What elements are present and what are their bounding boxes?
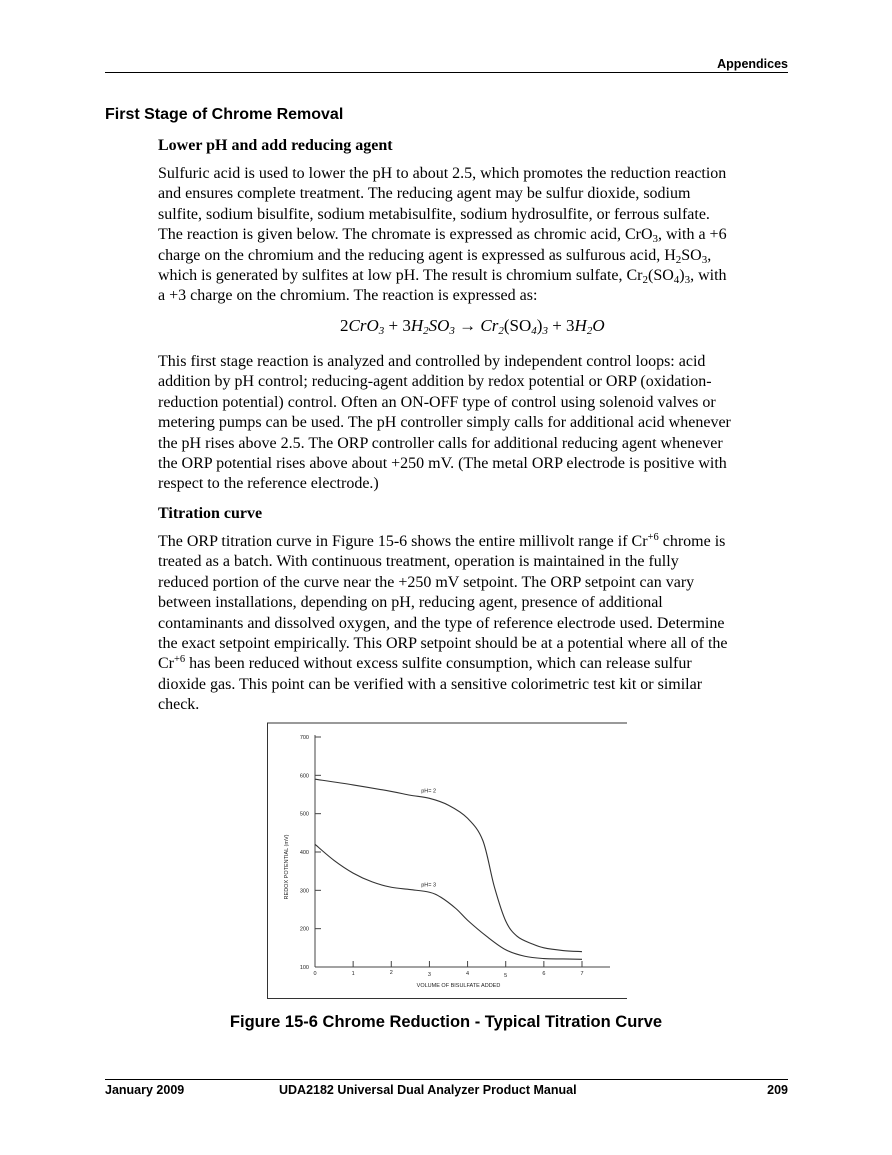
text-line: reduction potential) control. Often an ON-OFF type of control using solenoid valves or [158,393,716,411]
x-axis-title: VOLUME OF BISULFATE ADDED [416,983,501,989]
subscript: 2 [675,253,682,266]
superscript: +6 [174,654,186,666]
y-tick-label: 300 [299,888,309,895]
subscript: 3 [701,253,708,266]
footer-date: January 2009 [105,1083,185,1097]
subscript: 3 [652,233,658,246]
text-line: contaminants and dissolved oxygen, and the type of reference electrode used. Determine [158,614,725,632]
text-line: addition by pH control; reducing-agent addition by redox potential or ORP (oxidation- [158,373,712,391]
paragraph-control-loops [158,352,790,495]
header-divider [105,72,788,73]
series-line-ph-2 [315,779,582,952]
text-line [158,246,790,266]
eq-term: (SO [503,316,532,335]
eq-term: 2 [340,316,349,335]
text-run: , with a +6 [658,226,727,244]
eq-term: O [592,316,605,335]
eq-subscript: 3 [449,325,455,337]
text-line [158,532,790,552]
y-tick-label: 700 [299,735,309,741]
x-tick-label: 2 [389,970,393,976]
text-run: , with [690,267,727,285]
eq-subscript: 2 [586,325,593,337]
chemical-equation [340,316,605,336]
eq-subscript: 3 [378,325,385,337]
text-line: This first stage reaction is analyzed and controlled by independent control loops: acid [158,353,706,370]
figure-caption: Figure 15-6 Chrome Reduction - Typical Titration Curve [229,1013,663,1031]
eq-subscript: 3 [542,325,548,337]
text-line: metering pumps can be used. The pH controller simply calls for additional acid whenever [158,414,731,432]
text-line: the ORP potential rises above about +250 mV. (The metal ORP electrode is positive with [158,455,727,473]
reaction-arrow: → [454,316,481,335]
titration-chart [267,722,627,999]
text-run: The ORP titration curve in Figure 15-6 shows the entire millivolt range if Cr [158,533,648,550]
y-tick-label: 600 [299,773,309,780]
text-line: check. [158,696,200,714]
y-tick-label: 500 [299,811,309,818]
x-tick-label: 6 [542,971,546,977]
eq-subscript: 2 [423,325,429,337]
subscript: 4 [673,274,680,287]
x-tick-label: 1 [351,971,355,977]
text-run: has been reduced without excess sulfite consumption, which can release sulfur [185,655,692,673]
text-run: which is generated by sulfites at low pH. The result is chromium sulfate, Cr [158,267,643,285]
eq-term: H [574,316,587,335]
eq-term: ) [536,316,543,335]
y-tick-label: 400 [299,850,309,856]
x-tick-label: 7 [580,971,584,977]
footer-page-number: 209 [767,1083,788,1097]
paragraph-reduction-intro [158,164,790,307]
eq-term: + 3 [547,316,575,335]
text-line: respect to the reference electrode.) [158,475,379,493]
eq-term: SO [428,316,450,335]
section-title: First Stage of Chrome Removal [105,106,344,123]
eq-subscript: 2 [498,325,504,337]
text-run: SO [681,246,702,264]
text-line [158,654,790,674]
x-tick-label: 0 [313,971,317,977]
eq-term: CrO [348,316,379,335]
text-line: the pH rises above 2.5. The ORP controller calls for additional reducing agent whenever [158,434,723,452]
y-tick-label: 100 [299,965,309,971]
y-tick-label: 200 [299,926,309,933]
text-line: and ensures complete treatment. The reducing agent may be sulfur dioxide, sodium [158,185,691,203]
footer-divider [105,1079,788,1080]
text-line: dioxide gas. This point can be verified with a sensitive colorimetric test kit or similar [158,675,703,693]
text-line [158,266,790,286]
text-run: (SO [648,267,674,285]
x-tick-label: 4 [466,971,470,977]
x-tick-label: 5 [504,973,508,979]
text-run: , [707,246,712,264]
text-run: The reaction is given below. The chromate is expressed as chromic acid, CrO [158,226,653,244]
curve-annotation: pH= 3 [421,882,437,889]
eq-subscript: 4 [531,325,537,337]
subsection-title-reducing-agent: Lower pH and add reducing agent [158,137,393,154]
header-section-label: Appendices [717,57,788,71]
eq-term: Cr [480,316,499,335]
subscript: 3 [684,274,691,287]
titration-figure [267,722,627,999]
paragraph-titration [158,532,790,716]
text-line: sulfite, sodium bisulfite, sodium metabisulfite, sodium hydrosulfite, or ferrous sulfate. [158,205,710,223]
text-line [158,225,790,245]
eq-term: + 3 [384,316,411,335]
subsection-title-titration-curve: Titration curve [158,505,263,522]
footer-manual-title: UDA2182 Universal Dual Analyzer Product Manual [279,1083,577,1097]
y-axis-title: REDOX POTENTIAL (mV) [284,834,290,900]
text-run: ) [679,267,685,285]
x-tick-label: 3 [427,972,431,978]
subscript: 2 [642,274,648,287]
text-run: charge on the chromium and the reducing agent is expressed as sulfurous acid, H [158,246,676,264]
text-line: treated as a batch. With continuous treatment, operation is maintained in the fully [158,553,679,571]
text-line: Sulfuric acid is used to lower the pH to about 2.5, which promotes the reduction reaction [158,165,727,182]
text-line: reduced portion of the curve near the +250 mV setpoint. The ORP setpoint can vary [158,573,695,591]
eq-term: H [410,316,424,335]
superscript: +6 [647,532,659,543]
text-run: chrome is [658,533,726,550]
text-line: the exact setpoint empirically. This ORP setpoint should be at a potential where all of the [158,635,728,653]
series-line-ph-3 [315,844,582,959]
text-line: a +3 charge on the chromium. The reaction is expressed as: [158,287,538,305]
text-run: Cr [158,655,174,673]
text-line: between installations, depending on pH, reducing agent, presence of additional [158,594,663,612]
curve-annotation: pH= 2 [421,788,437,795]
